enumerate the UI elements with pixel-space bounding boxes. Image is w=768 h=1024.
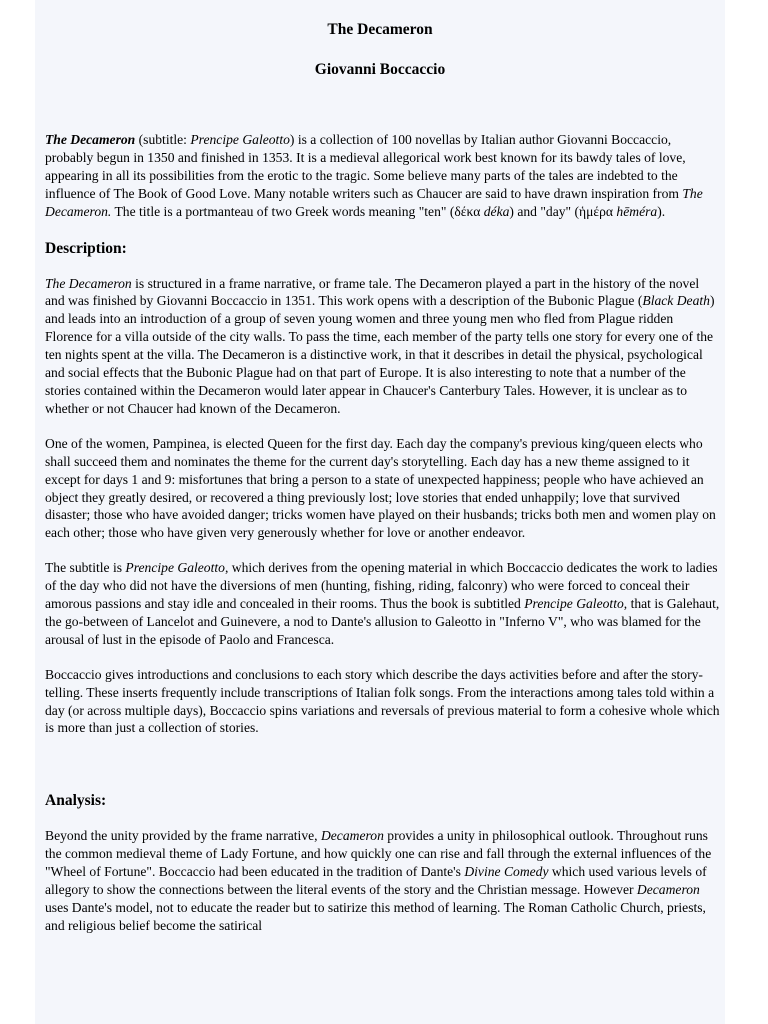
- intro-text: ).: [657, 203, 666, 219]
- description-paragraph-4: Boccaccio gives introductions and conclusions to each story which describe the days activities before and after the story-telling. These inserts frequently include transcriptions of Italian folk songs. From the interactions among tales told within a day (or across multiple days), Boccaccio spins variations and reversals of previous material to form a cohesive whole which is more than just a collection of stories.: [45, 666, 720, 736]
- description-paragraph-1: [45, 275, 721, 418]
- intro-subtitle: Prencipe Galeotto: [190, 132, 290, 147]
- description-paragraph-3: [45, 559, 721, 649]
- analysis-text: provides a unity in philosophical outlook. Throughout runs the common medieval theme of Lady Fortune, and how quickly one can rise and fall through the external influences of the "Wheel of Fortune". Boccaccio had been educated in the tradition of Dante's: [45, 828, 712, 880]
- analysis-heading: Analysis:: [45, 792, 107, 810]
- document-body: [45, 131, 721, 935]
- intro-text: (subtitle:: [135, 132, 191, 147]
- description-text: , which derives from the opening material in which Boccaccio dedicates the work to ladies of the day who did not have the diversions of men (hunting, fishing, riding, falconry) who were forced to conceal their amorous passions and stay idle and concealed in their rooms. Thus the book is subtitled: [45, 560, 718, 612]
- description-subtitle-ref: Prencipe Galeotto: [125, 560, 225, 576]
- intro-greek-word: hēméra: [616, 203, 658, 219]
- intro-title-ref: The Decameron.: [45, 185, 703, 219]
- document-title: The Decameron: [327, 21, 433, 38]
- description-black-death: Black Death: [642, 293, 710, 309]
- intro-text: ) is a collection of 100 novellas by Italian author Giovanni Boccaccio, probably begun in 1350 and finished in 1353. It is a medieval allegorical work best known for its bawdy tales of love, appearing in all its possibilities from the erotic to the tragic. Some believe many parts of the tales are indebted to the influence of The Book of Good Love. Many notable writers such as Chaucer are said to have drawn inspiration from: [45, 132, 686, 201]
- analysis-text: uses Dante's model, not to educate the reader but to satirize this method of learning. The Roman Catholic Church, priests, and religious belief become the satirical: [45, 900, 706, 933]
- analysis-divine-comedy: Divine Comedy: [464, 864, 549, 880]
- analysis-title-ref: Decameron: [636, 882, 700, 898]
- intro-text: The title is a portmanteau of two Greek words meaning "ten" (δέκα: [111, 203, 484, 219]
- analysis-text: which used various levels of allegory to show the connections between the literal events of the story and the Christian message. However: [45, 864, 707, 898]
- description-paragraph-2: One of the women, Pampinea, is elected Queen for the first day. Each day the company's previous king/queen elects who shall succeed them and nominates the theme for the current day's storytelling. Each day has a new theme assigned to it except for days 1 and 9: misfortunes that bring a person to a state of unexpected happiness; people who have achieved an object they greatly desired, or recovered a thing previously lost; love stories that ended unhappily; love that survived disaster; those who have avoided danger; tricks women have played on their husbands; tricks both men and women play on each other; those who have given very generously whether for love or another endeavor.: [45, 435, 716, 541]
- document-author: Giovanni Boccaccio: [314, 61, 446, 78]
- analysis-paragraph-1: [45, 827, 721, 934]
- intro-paragraph: [45, 131, 721, 221]
- description-title-ref: The Decameron: [45, 275, 132, 291]
- intro-greek-word: déka: [483, 203, 510, 219]
- description-heading: Description:: [45, 239, 127, 257]
- analysis-title-ref: Decameron: [320, 828, 384, 844]
- analysis-text: Beyond the unity provided by the frame narrative,: [45, 828, 321, 844]
- description-text: The subtitle is: [45, 560, 126, 576]
- description-subtitle-ref: Prencipe Galeotto: [524, 596, 624, 612]
- description-text: is structured in a frame narrative, or frame tale. The Decameron played a part in the history of the novel and was finished by Giovanni Boccaccio in 1351. This work opens with a description of the Bubonic Plague (: [45, 275, 700, 309]
- intro-title: The Decameron: [45, 132, 136, 147]
- intro-text: ) and "day" (ἡμέρα: [509, 203, 617, 219]
- description-text: ) and leads into an introduction of a group of seven young women and three young men who fled from Plague ridden Florence for a villa outside of the city walls. To pass the time, each member of the party tells one story for every one of the ten nights spent at the villa. The Decameron is a distinctive work, in that it describes in detail the physical, psychological and social effects that the Bubonic Plague had on that part of Europe. It is also interesting to note that a number of the stories contained within the Decameron would later appear in Chaucer's Canterbury Tales. However, it is unclear as to whether or not Chaucer had known of the Decameron.: [45, 293, 715, 416]
- document-page: [35, 0, 725, 1024]
- description-text: , that is Galehaut, the go-between of Lancelot and Guinevere, a nod to Dante's allusion to Galeotto in "Inferno V", who was blamed for the arousal of lust in the episode of Paolo and Francesca.: [45, 596, 720, 647]
